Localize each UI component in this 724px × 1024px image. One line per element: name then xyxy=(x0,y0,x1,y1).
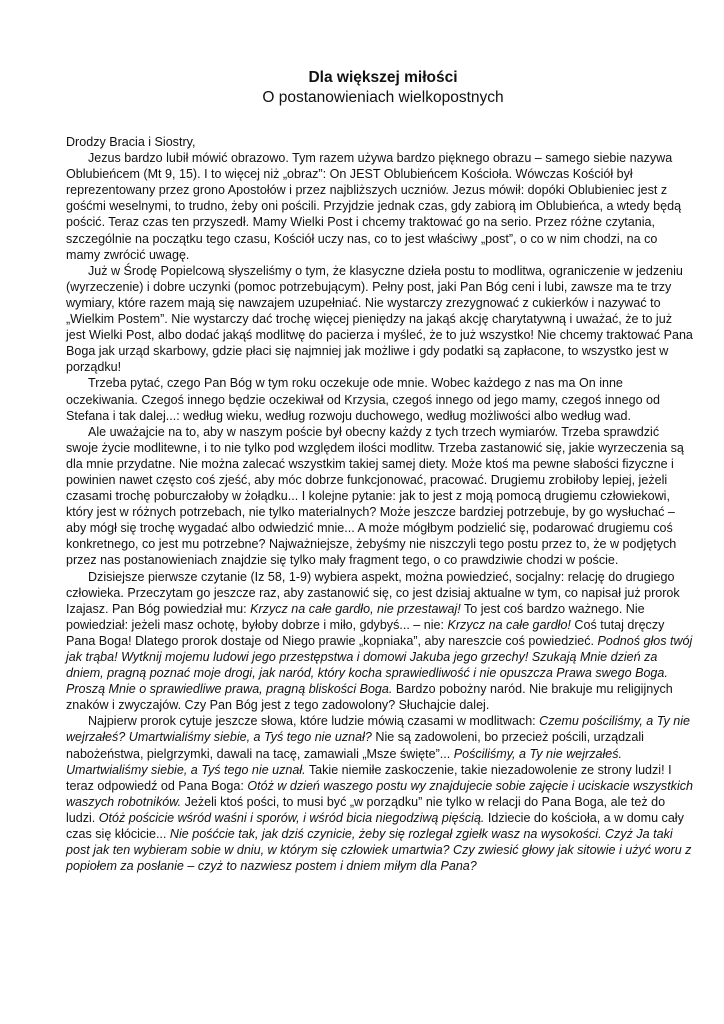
paragraph-list xyxy=(66,150,694,874)
text-run: Ale uważajcie na to, aby w naszym poście był obecny każdy z tych trzech wymiarów. Trzeba sprawdzić swoje życie modlitewne, i to nie tylko pod względem ilości modlitw. Trzeba zastanowić się, jakie wyrzeczenia są dla mnie przydatne. Nie można zalecać wszystkim takiej samej diety. Może ktoś ma pewne słabości fizyczne i powinien nawet często coś zjeść, aby móc dobrze funkcjonować, pracować. Drugiemu zrobiłoby lepiej, jeżeli czasami trochę poburczałoby w żołądku... I kolejne pytanie: jak to jest z moją pomocą drugiemu człowiekowi, który jest w różnych potrzebach, nie tylko materialnych? Może jeszcze bardziej potrzebuje, by go wysłuchać – aby mógł się trochę wygadać albo odwiedzić mnie... A może mógłbym podzielić się, podarować drugiemu coś konkretnego, co jest mu potrzebne? Najważniejsze, żebyśmy nie niszczyli tego postu przez to, że w podjętych przez nas postanowieniach znajdzie się tylko mały fragment tego, o co prawdziwie chodzi w poście. xyxy=(66,424,684,568)
scripture-quote: Krzycz na całe gardło! xyxy=(447,617,571,632)
paragraph xyxy=(66,150,694,263)
text-run: Coś tutaj dręczy Pana Boga! Dlatego prorok dostaje od Niego prawie „kopniaka”, aby nareszcie coś powiedzieć. xyxy=(66,617,665,648)
text-run: Jeżeli ktoś pości, to musi być „w porządku” nie tylko w relacji do Pana Boga, ale też do ludzi. xyxy=(66,794,666,825)
text-run: Idziecie do kościoła, a w domu cały czas się kłócicie... xyxy=(66,810,684,842)
paragraph xyxy=(66,713,694,874)
text-run: To jest coś bardzo ważnego. Nie powiedział: jeżeli masz ochotę, byłoby dobrze i miło, gdybyś... – nie: xyxy=(66,601,645,632)
text-run: Takie niemiłe zaskoczenie, takie niezadowolenie ze strony ludzi! I teraz odpowiedź od Pana Boga: xyxy=(66,762,672,793)
page-subtitle: O postanowieniach wielkopostnych xyxy=(262,89,504,106)
scripture-quote: Podnoś głos twój jak trąba! Wytknij mojemu ludowi jego przestępstwa i domowi Jakuba jego grzechy! Szukają Mnie dzień za dniem, pragną poznać moje drogi, jak naród, który kocha sprawiedliwość i nie opuszcza Prawa swego Boga. Proszą Mnie o sprawiedliwe prawa, pragną bliskości Boga. xyxy=(66,633,693,697)
text-run: Najpierw prorok cytuje jeszcze słowa, które ludzie mówią czasami w modlitwach: xyxy=(88,714,540,729)
scripture-quote: Krzycz na całe gardło, nie przestawaj! xyxy=(250,601,461,616)
salutation: Drodzy Bracia i Siostry, xyxy=(66,135,196,149)
page-title: Dla większej miłości xyxy=(308,69,458,86)
paragraph xyxy=(66,569,694,714)
scripture-quote: Czemu pościliśmy, a Ty nie wejrzałeś? Umartwialiśmy siebie, a Tyś tego nie uznał? xyxy=(66,714,690,745)
text-run: Już w Środę Popielcową słyszeliśmy o tym, że klasyczne dzieła postu to modlitwa, ograniczenie w jedzeniu (wyrzeczenie) i dobre uczynki (pomoc potrzebującym). Pełny post, jaki Pan Bóg ceni i lubi, zawsze ma te trzy wymiary, które razem mają się nawzajem uzupełniać. Nie wystarczy zrezygnować z cukierków i nazywać to „Wielkim Postem”. Nie wystarczy dać trochę więcej pieniędzy na jakąś akcję charytatywną i uważać, że to już jest Wielki Post, albo dodać jakąś modlitwę do pacierza i myśleć, że to już wszystko! Nie chcemy traktować Pana Boga jak urząd skarbowy, gdzie płaci się najmniej jak możliwe i gdy podatki są zapłacone, to wszystko jest w porządku! xyxy=(66,263,693,375)
scripture-quote: Otóż pościcie wśród waśni i sporów, i wśród bicia niegodziwą pięścią. xyxy=(98,810,485,825)
text-run: Dzisiejsze pierwsze czytanie (Iz 58, 1-9) wybiera aspekt, można powiedzieć, socjalny: relację do drugiego człowieka. Przeczytam go jeszcze raz, aby zastanowić się, co jest dzisiaj aktualne w tym, co napisał już prorok Izajasz. Pan Bóg powiedział mu: xyxy=(66,569,680,616)
text-run: Jezus bardzo lubił mówić obrazowo. Tym razem używa bardzo pięknego obrazu – samego siebie nazywa Oblubieńcem (Mt 9, 15). I to więcej niż „obraz”: On JEST Oblubieńcem Kościoła. Wówczas Kościół był reprezentowany przez grono Apostołów i przez najbliższych uczniów. Jezus mówił: dopóki Oblubieniec jest z gośćmi weselnymi, to trudno, żeby oni pościli. Przyjdzie jednak czas, gdy zabiorą im Oblubieńca, a wtedy będą pościć. Teraz czas ten przyszedł. Mamy Wielki Post i chcemy traktować go na serio. Przez różne czytania, szczególnie na początku tego czasu, Kościół uczy nas, co to jest właściwy „post”, o co w nim chodzi, na co mamy zwrócić uwagę. xyxy=(66,151,682,262)
scripture-quote: Nie pośćcie tak, jak dziś czynicie, żeby się rozlegał zgiełk wasz na wysokości. Czyż Ja taki post jak ten wybieram sobie w dniu, w którym się człowiek umartwia? Czy zwiesić głowy jak sitowie i użyć woru z popiołem za posłanie – czyż to nazwiesz postem i dniem miłym dla Pana? xyxy=(66,827,692,874)
text-run: Bardzo pobożny naród. Nie brakuje mu religijnych znaków i zwyczajów. Czy Pan Bóg jest z tego zadowolony? Słuchajcie dalej. xyxy=(66,682,673,713)
scripture-quote: Otóż w dzień waszego postu wy znajdujecie sobie zajęcie i uciskacie wszystkich waszych robotników. xyxy=(66,778,693,809)
paragraph xyxy=(66,424,694,569)
paragraph xyxy=(66,263,694,376)
scripture-quote: Pościliśmy, a Ty nie wejrzałeś. Umartwialiśmy siebie, a Tyś tego nie uznał. xyxy=(66,746,622,777)
letter-body xyxy=(66,134,694,874)
text-run: Nie są zadowoleni, bo przecież pościli, urządzali nabożeństwa, pielgrzymki, dawali na tacę, zamawiali „Msze święte”... xyxy=(66,730,644,761)
text-run: Trzeba pytać, czego Pan Bóg w tym roku oczekuje ode mnie. Wobec każdego z nas ma On inne oczekiwania. Czegoś innego będzie oczekiwał od Krzysia, czegoś innego od jego mamy, czegoś innego od Stefana i tak dalej...: według wieku, według rozwoju duchowego, według możliwości albo według wad. xyxy=(66,376,660,423)
paragraph xyxy=(66,375,694,423)
